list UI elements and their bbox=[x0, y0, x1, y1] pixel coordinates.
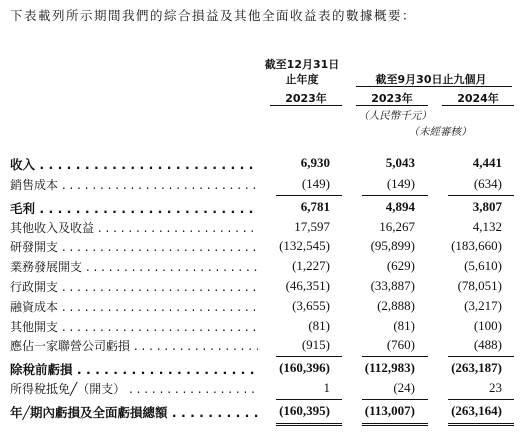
row-value: (33,887) bbox=[370, 278, 415, 293]
row-value: (149) bbox=[386, 176, 415, 191]
col23-period-header: 截至9月30日止九個月 bbox=[375, 73, 487, 86]
table-row bbox=[0, 258, 526, 278]
subtotal-rule-1 bbox=[276, 195, 342, 196]
row-value: (1,227) bbox=[292, 258, 330, 273]
table-row bbox=[0, 337, 526, 357]
row-value: (488) bbox=[473, 337, 502, 352]
row-value: (915) bbox=[301, 337, 330, 352]
row-value: (160,395) bbox=[279, 403, 330, 418]
total-double-rule-2 bbox=[362, 423, 428, 426]
col23-header-rule bbox=[356, 86, 512, 87]
row-value: (100) bbox=[473, 318, 502, 333]
table-row bbox=[0, 176, 526, 196]
subtotal-rule-6 bbox=[448, 356, 514, 357]
row-value: (81) bbox=[393, 318, 415, 333]
row-value: (634) bbox=[473, 176, 502, 191]
row-value: (81) bbox=[308, 318, 330, 333]
total-double-rule-1 bbox=[276, 423, 342, 426]
year-header-2: 2023年 bbox=[371, 92, 413, 105]
row-value: 23 bbox=[489, 380, 502, 395]
row-value: 4,441 bbox=[472, 155, 502, 170]
row-value: 4,894 bbox=[385, 199, 415, 214]
row-value: 1 bbox=[323, 380, 330, 395]
row-value: 5,043 bbox=[385, 155, 415, 170]
subtotal-rule-2 bbox=[362, 195, 428, 196]
row-label: 毛利 . . . bbox=[10, 199, 258, 217]
row-value: 4,132 bbox=[472, 219, 502, 234]
row-value: (113,007) bbox=[364, 403, 415, 418]
row-label: 行政開支 . . . bbox=[10, 278, 258, 295]
year-rule-2 bbox=[356, 105, 428, 106]
row-label: 其他收入及收益 . . . bbox=[10, 219, 258, 236]
row-label: 業務發展開支 . . . bbox=[10, 258, 258, 275]
total-double-rule-3 bbox=[448, 423, 514, 426]
row-value: (3,655) bbox=[292, 298, 330, 313]
table-row bbox=[0, 199, 526, 219]
table-row bbox=[0, 219, 526, 239]
table-row bbox=[0, 380, 526, 400]
table-row bbox=[0, 238, 526, 258]
row-value: (24) bbox=[393, 380, 415, 395]
row-label: 除稅前虧損 . . . bbox=[10, 360, 258, 378]
row-value: 16,267 bbox=[379, 219, 415, 234]
unaudited-note: （未經審核） bbox=[408, 126, 472, 138]
subtotal-rule-7 bbox=[276, 399, 342, 400]
year-header-3: 2024年 bbox=[457, 92, 499, 105]
row-label: 所得稅抵免╱（開支） . . . bbox=[10, 380, 258, 397]
table-row bbox=[0, 403, 526, 423]
row-label: 收入 . . . bbox=[10, 155, 258, 173]
row-value: (2,888) bbox=[377, 298, 415, 313]
col1-period-subheader: 止年度 bbox=[285, 73, 319, 86]
row-value: (46,351) bbox=[285, 278, 330, 293]
row-label: 銷售成本 . . . bbox=[10, 176, 258, 193]
subtotal-rule-3 bbox=[448, 195, 514, 196]
row-value: (183,660) bbox=[451, 238, 502, 253]
row-value: 17,597 bbox=[294, 219, 330, 234]
table-row bbox=[0, 298, 526, 318]
intro-text: 下表載列所示期間我們的綜合損益及其他全面收益表的數據概要： bbox=[10, 8, 417, 23]
table-row bbox=[0, 318, 526, 338]
col1-period-header: 截至12月31日 bbox=[264, 58, 340, 71]
year-header-1: 2023年 bbox=[285, 92, 327, 105]
row-value: (78,051) bbox=[457, 278, 502, 293]
row-value: (95,899) bbox=[370, 238, 415, 253]
subtotal-rule-8 bbox=[362, 399, 428, 400]
row-label: 應佔一家聯營公司虧損 . . . bbox=[10, 337, 258, 354]
row-label: 融資成本 . . . bbox=[10, 298, 258, 315]
row-label: 其他開支 . . . bbox=[10, 318, 258, 335]
year-rule-1 bbox=[270, 105, 342, 106]
subtotal-rule-9 bbox=[448, 399, 514, 400]
row-value: (112,983) bbox=[364, 360, 415, 375]
row-label: 年╱期內虧損及全面虧損總額 . . . bbox=[10, 403, 258, 421]
row-value: (149) bbox=[301, 176, 330, 191]
table-row bbox=[0, 278, 526, 298]
subtotal-rule-5 bbox=[362, 356, 428, 357]
subtotal-rule-4 bbox=[276, 356, 342, 357]
row-value: (263,164) bbox=[451, 403, 502, 418]
year-rule-3 bbox=[442, 105, 514, 106]
table-row bbox=[0, 155, 526, 175]
row-value: (629) bbox=[386, 258, 415, 273]
row-label: 研發開支 . . . bbox=[10, 238, 258, 255]
row-value: (160,396) bbox=[279, 360, 330, 375]
unit-note: （人民幣千元） bbox=[358, 110, 432, 122]
row-value: (132,545) bbox=[279, 238, 330, 253]
table-row bbox=[0, 360, 526, 380]
row-value: 6,781 bbox=[300, 199, 330, 214]
row-value: (3,217) bbox=[464, 298, 502, 313]
row-value: 3,807 bbox=[472, 199, 502, 214]
row-value: (263,187) bbox=[451, 360, 502, 375]
row-value: (5,610) bbox=[464, 258, 502, 273]
row-value: (760) bbox=[386, 337, 415, 352]
row-value: 6,930 bbox=[300, 155, 330, 170]
